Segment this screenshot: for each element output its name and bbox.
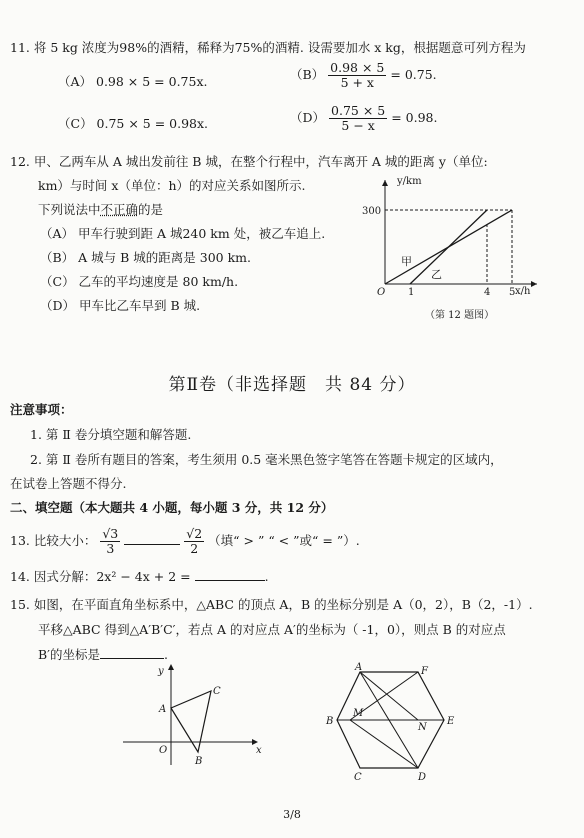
q13-fraction-2-num: √2 (186, 526, 203, 541)
q13-pre: 13. 比较大小： (10, 532, 97, 548)
q12-label-yi: 乙 (431, 268, 442, 281)
q12-x-tick-4: 4 (484, 287, 491, 298)
q13-fraction-1 (100, 527, 120, 556)
q12-line-yi (410, 210, 487, 284)
q12-option-c: （C） 乙车的平均速度是 80 km/h. (40, 274, 239, 289)
q15-x-label: x (256, 745, 262, 756)
q15-segment-an (360, 672, 418, 720)
q12-stem-line1: 12. 甲、乙两车从 A 城出发前往 B 城，在整个行程中，汽车离开 A 城的距离 y（单位: (10, 154, 488, 169)
q15-line2: 平移△ABC 得到△A′B′C′，若点 A 的对应点 A′的坐标为（ -1，0），则点 B 的对应点 (38, 622, 506, 637)
q13-fraction-1-num: √3 (102, 526, 119, 541)
q13-answer-blank (124, 544, 180, 545)
q15-answer-blank (100, 658, 164, 659)
q13-fraction-2-den: 2 (190, 540, 199, 556)
q15-y-axis-arrow (168, 664, 174, 670)
note-1: 1. 第 Ⅱ 卷分填空题和解答题. (30, 427, 192, 442)
q12-caption: （第 12 题图） (425, 310, 495, 321)
q15-hex-point-m: M (353, 708, 364, 719)
q11-option-b-denominator: 5 + x (340, 74, 374, 90)
q15-hex-point-e: E (447, 716, 455, 727)
q12-option-b: （B） A 城与 B 城的距离是 300 km. (40, 250, 251, 265)
q14-answer-blank (195, 580, 265, 581)
q15-line3-pre: B′的坐标是 (38, 647, 101, 662)
q12-x-tick-1: 1 (408, 287, 415, 298)
q12-graph (355, 172, 545, 322)
q15-y-label: y (158, 666, 164, 677)
q11-option-d-numerator: 0.75 × 5 (331, 103, 386, 118)
q15-hex-point-d: D (418, 772, 427, 783)
q12-label-jia: 甲 (401, 255, 412, 268)
q15-point-a: A (159, 704, 167, 715)
q11-option-b-rhs: = 0.75. (390, 66, 437, 82)
q11-option-d-label: （D） (290, 109, 326, 125)
q15-point-c: C (213, 686, 221, 697)
q11-option-b-numerator: 0.98 × 5 (330, 60, 385, 75)
q14-expression: 2x² − 4x + 2 = (96, 569, 191, 584)
q11-option-d-rhs: = 0.98. (391, 109, 438, 125)
note-2-line1: 2. 第 Ⅱ 卷所有题目的答案，考生须用 0.5 毫米黑色签字笔答在答题卡规定的区域内， (30, 452, 503, 467)
q12-stem-post: 的是 (138, 202, 164, 217)
q13 (10, 527, 360, 556)
q11-option-d-fraction (329, 104, 387, 133)
q15-hex-point-f: F (421, 666, 428, 677)
q11-option-a: （A） 0.98 × 5 = 0.75x. (58, 74, 208, 89)
q13-post: （填“ > ” “ < ”或“ = ”）. (208, 532, 360, 548)
fill-section-heading: 二、填空题（本大题共 4 小题，每小题 3 分，共 12 分） (10, 500, 334, 515)
q15-line3-end: . (164, 647, 169, 662)
q12-stem-line2: km）与时间 x（单位：h）的对应关系如图所示. (38, 178, 306, 193)
q15-line1: 15. 如图，在平面直角坐标系中，△ABC 的顶点 A，B 的坐标分别是 A（0，2），B（2，-1）. (10, 597, 533, 612)
q15-hex-point-a: A (355, 662, 363, 673)
q12-stem-emphasis: 不正确 (100, 202, 139, 217)
note-2-line2: 在试卷上答题不得分. (10, 476, 127, 491)
q11-option-b (290, 61, 437, 90)
q11-option-b-fraction (328, 61, 386, 90)
q12-stem-pre: 下列说法中 (38, 202, 101, 217)
q12-y-axis-arrow (382, 180, 388, 186)
q15-origin: O (159, 745, 168, 756)
q12-stem-line3 (38, 200, 163, 218)
q12-x-axis-label: x/h (515, 286, 531, 297)
q12-y-tick-300: 300 (362, 206, 382, 217)
q12-x-axis-arrow (531, 281, 537, 287)
q15-triangle-abc (171, 691, 211, 752)
q13-fraction-1-den: 3 (106, 540, 115, 556)
part2-title: 第Ⅱ卷（非选择题 共 84 分） (168, 375, 416, 395)
q11-option-b-label: （B） (290, 66, 325, 82)
q12-y-axis-label: y/km (397, 176, 422, 187)
page-number: 3/8 (283, 808, 301, 821)
q15-point-b: B (195, 756, 203, 767)
notes-heading: 注意事项： (10, 402, 73, 417)
q15-segment-md (350, 720, 418, 768)
q14 (10, 567, 269, 585)
q11-option-d (290, 104, 437, 133)
q11-stem: 11. 将 5 kg 浓度为98%的酒精，稀释为75%的酒精. 设需要加水 x kg，根据题意可列方程为 (10, 40, 526, 55)
q15-hex-point-c: C (354, 772, 362, 783)
q13-fraction-2 (184, 527, 204, 556)
q12-x-tick-5: 5 (509, 287, 516, 298)
q12-option-a: （A） 甲车行驶到距 A 城240 km 处，被乙车追上. (40, 226, 326, 241)
q15-hex-point-n: N (418, 722, 427, 733)
q15-hex-point-b: B (326, 716, 334, 727)
q11-option-c: （C） 0.75 × 5 = 0.98x. (58, 116, 209, 131)
q14-pre: 14. 因式分解： (10, 569, 97, 584)
q15-coordinate-figure (118, 660, 268, 772)
q14-end: . (264, 569, 269, 584)
q12-origin: O (377, 287, 386, 298)
q11-option-d-denominator: 5 − x (341, 117, 375, 133)
q15-hexagon-figure (320, 660, 470, 785)
q12-option-d: （D） 甲车比乙车早到 B 城. (40, 298, 201, 313)
